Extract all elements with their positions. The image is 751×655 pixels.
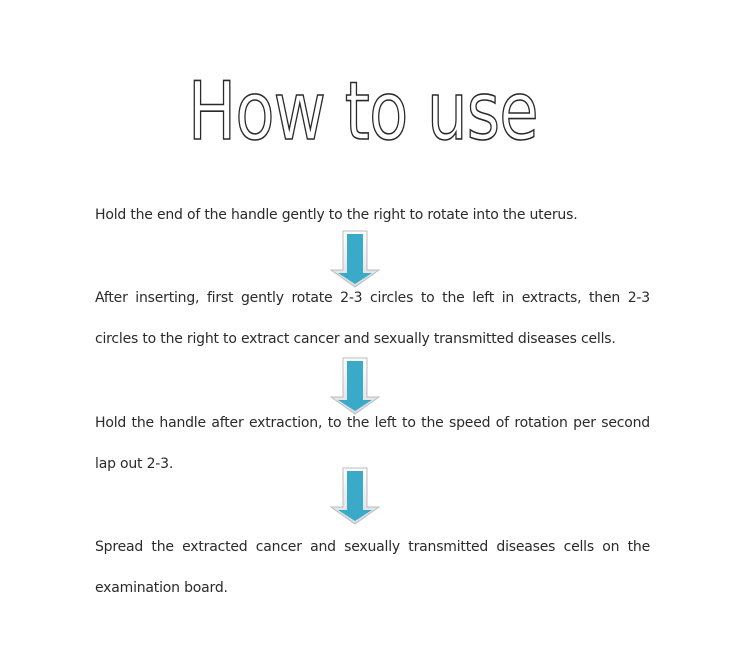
arrow-down-icon <box>330 467 380 525</box>
page-title: How to use <box>188 65 538 158</box>
step-2: After inserting, first gently rotate 2-3 circles to the left in extracts, then 2-3 circles to the right to extract cancer and sexually transmitted diseases cells. <box>95 290 650 347</box>
step-1: Hold the end of the handle gently to the right to rotate into the uterus. <box>95 207 578 223</box>
step-3: Hold the handle after extraction, to the left to the speed of rotation per second lap out 2-3. <box>95 415 650 472</box>
step-4: Spread the extracted cancer and sexually transmitted diseases cells on the examination board. <box>95 539 650 596</box>
